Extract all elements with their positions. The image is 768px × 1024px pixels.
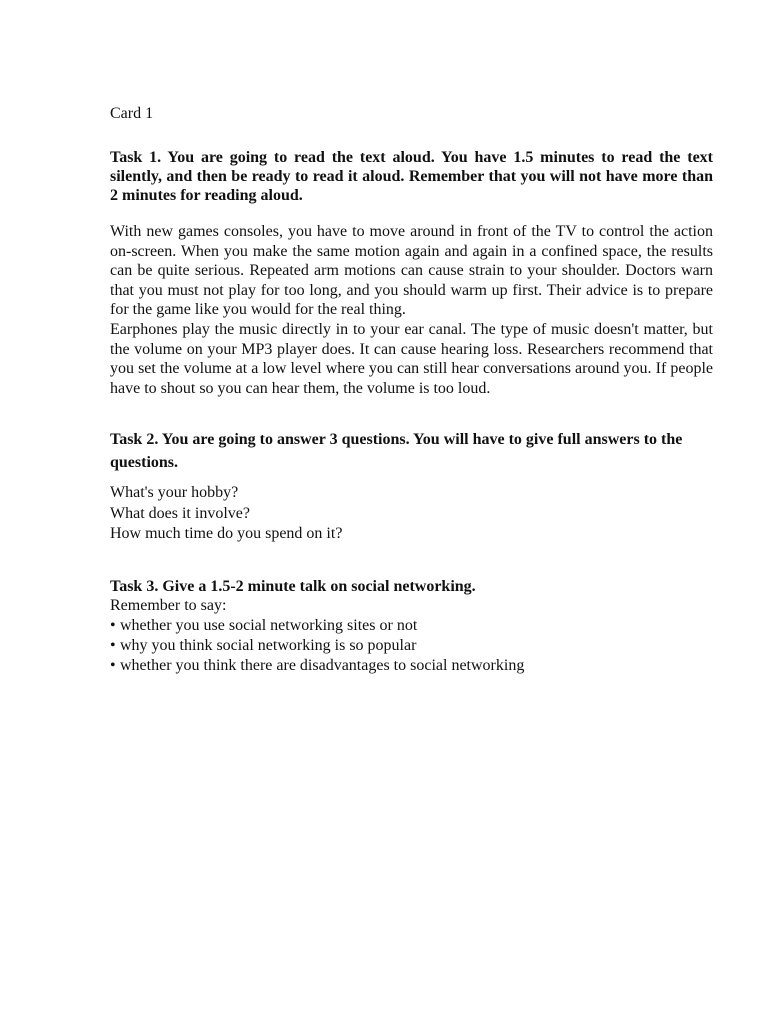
document-page	[110, 104, 713, 677]
question-item: What's your hobby?	[110, 484, 239, 502]
question-item: What does it involve?	[110, 504, 250, 522]
task1-heading: Task 1. You are going to read the text aloud. You have 1.5 minutes to read the text silently, and then be ready to read it aloud. Remember that you will not have more than 2 minutes for reading aloud.	[110, 149, 713, 204]
bullet-icon: •	[110, 616, 116, 634]
bullet-icon: •	[110, 637, 116, 655]
card-title: Card 1	[110, 105, 154, 122]
task1-paragraph: With new games consoles, you have to move around in front of the TV to control the action on-screen. When you make the same motion again and again in a confined space, the results can be quite serious. Repeated arm motions can cause strain to your shoulder. Doctors warn that you must not play for too long, and you should warm up first. Their advice is to prepare for the game like you would for the real thing.	[110, 223, 713, 319]
question-item: How much time do you spend on it?	[110, 524, 343, 542]
task3-bullet-list	[110, 616, 713, 677]
task3-heading: Task 3. Give a 1.5-2 minute talk on social networking.	[110, 578, 476, 596]
task2-question-list	[110, 483, 713, 544]
bullet-item	[110, 656, 713, 676]
task2-heading: Task 2. You are going to answer 3 questions. You will have to give full answers to the questions.	[110, 431, 683, 472]
bullet-item	[110, 616, 713, 636]
bullet-text: whether you use social networking sites or not	[120, 616, 418, 634]
bullet-icon: •	[110, 657, 116, 675]
task3-intro: Remember to say:	[110, 597, 227, 615]
bullet-text: whether you think there are disadvantages to social networking	[120, 657, 525, 675]
task1-paragraph: Earphones play the music directly in to your ear canal. The type of music doesn't matter, but the volume on your MP3 player does. It can cause hearing loss. Researchers recommend that you set the volume at a low level where you can still hear conversations around you. If people have to shout so you can hear them, the volume is too loud.	[110, 320, 713, 397]
bullet-text: why you think social networking is so popular	[120, 637, 417, 655]
bullet-item	[110, 636, 713, 656]
